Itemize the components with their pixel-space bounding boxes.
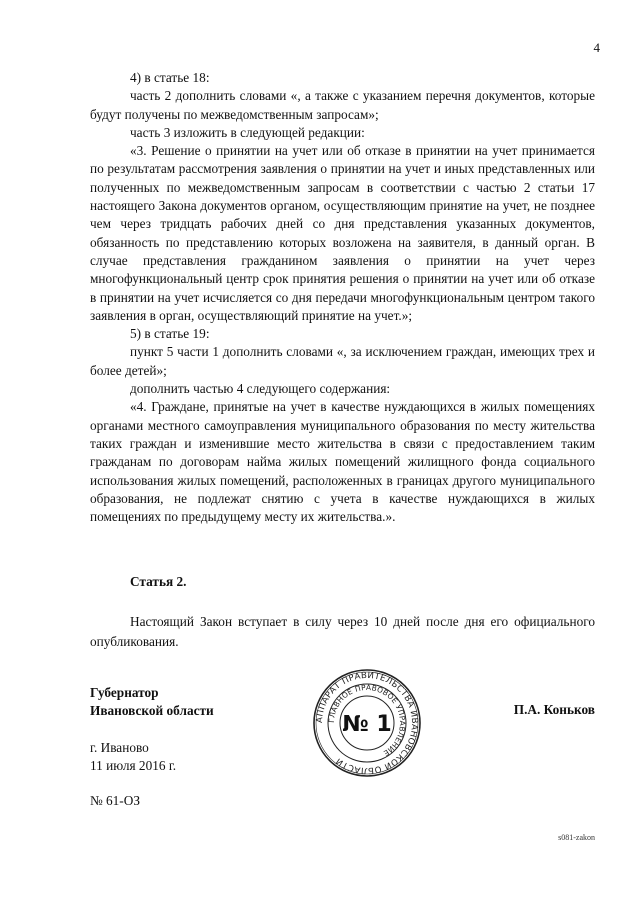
paragraph: 5) в статье 19: bbox=[130, 326, 210, 342]
page-number: 4 bbox=[593, 40, 600, 55]
article-heading: Статья 2. bbox=[130, 574, 187, 589]
paragraph: часть 3 изложить в следующей редакции: bbox=[130, 124, 365, 140]
signatory-title-line: Губернатор bbox=[90, 685, 159, 700]
signatory-title-line: Ивановской области bbox=[90, 703, 214, 718]
place: г. Иваново bbox=[90, 740, 149, 755]
law-number: № 61-ОЗ bbox=[90, 793, 140, 808]
official-seal bbox=[312, 668, 422, 778]
paragraph: 4) в статье 18: bbox=[130, 70, 210, 85]
paragraph: часть 2 дополнить словами «, а также с указанием перечня документов, которые будут получены по межведомственным запросам»; bbox=[90, 88, 595, 122]
date: 11 июля 2016 г. bbox=[90, 758, 177, 773]
paragraph: дополнить частью 4 следующего содержания: bbox=[130, 381, 391, 397]
seal-number: № 1 bbox=[342, 712, 392, 737]
place-and-date bbox=[90, 739, 176, 775]
paragraph: пункт 5 части 1 дополнить словами «, за исключением граждан, имеющих трех и более детей»; bbox=[90, 344, 595, 378]
signatory-name: П.А. Коньков bbox=[513, 702, 595, 717]
final-paragraph: Настоящий Закон вступает в силу через 10 дней после дня его официального опубликования. bbox=[90, 614, 595, 649]
paragraph: «3. Решение о принятии на учет или об отказе в принятии на учет принимается по результатам рассмотрения заявления о принятии на учет и иных представленных или полученных по межведомственным запросам в соответствии с частью 2 статьи 17 настоящего Закона документов органом, осуществляющим принятие на учет, не позднее чем через тридцать рабочих дней со дня представления указанных документов, обязанность по представлению которых возложена на заявителя, в данный орган. В случае представления гражданином заявления о принятии на учет через многофункциональный центр срок принятия решения о принятии на учет или об отказе в принятии на учет исчисляется со дня передачи многофункциональным центром такого заявления в орган, осуществляющий принятие на учет.»; bbox=[90, 143, 595, 323]
document-code: s081-zakon bbox=[558, 833, 595, 842]
paragraph: «4. Граждане, принятые на учет в качестве нуждающихся в жилых помещениях органами местного самоуправления муниципального образования по месту жительства таких граждан и изменившие место жительства в связи с предоставлением таким гражданам по договорам найма жилых помещений жилищного фонда социального использования жилых помещений, расположенных в границах другого муниципального образования, не подлежат снятию с учета в качестве нуждающихся в жилых помещениях по предыдущему месту их жительства.». bbox=[90, 399, 595, 525]
amendments-body bbox=[90, 69, 595, 526]
seal-inner-text: ГЛАВНОЕ ПРАВОВОЕ УПРАВЛЕНИЕ bbox=[326, 682, 408, 758]
signatory-title bbox=[90, 684, 214, 720]
seal-ring-text: АППАРАТ ПРАВИТЕЛЬСТВА ИВАНОВСКОЙ ОБЛАСТИ bbox=[314, 670, 420, 776]
